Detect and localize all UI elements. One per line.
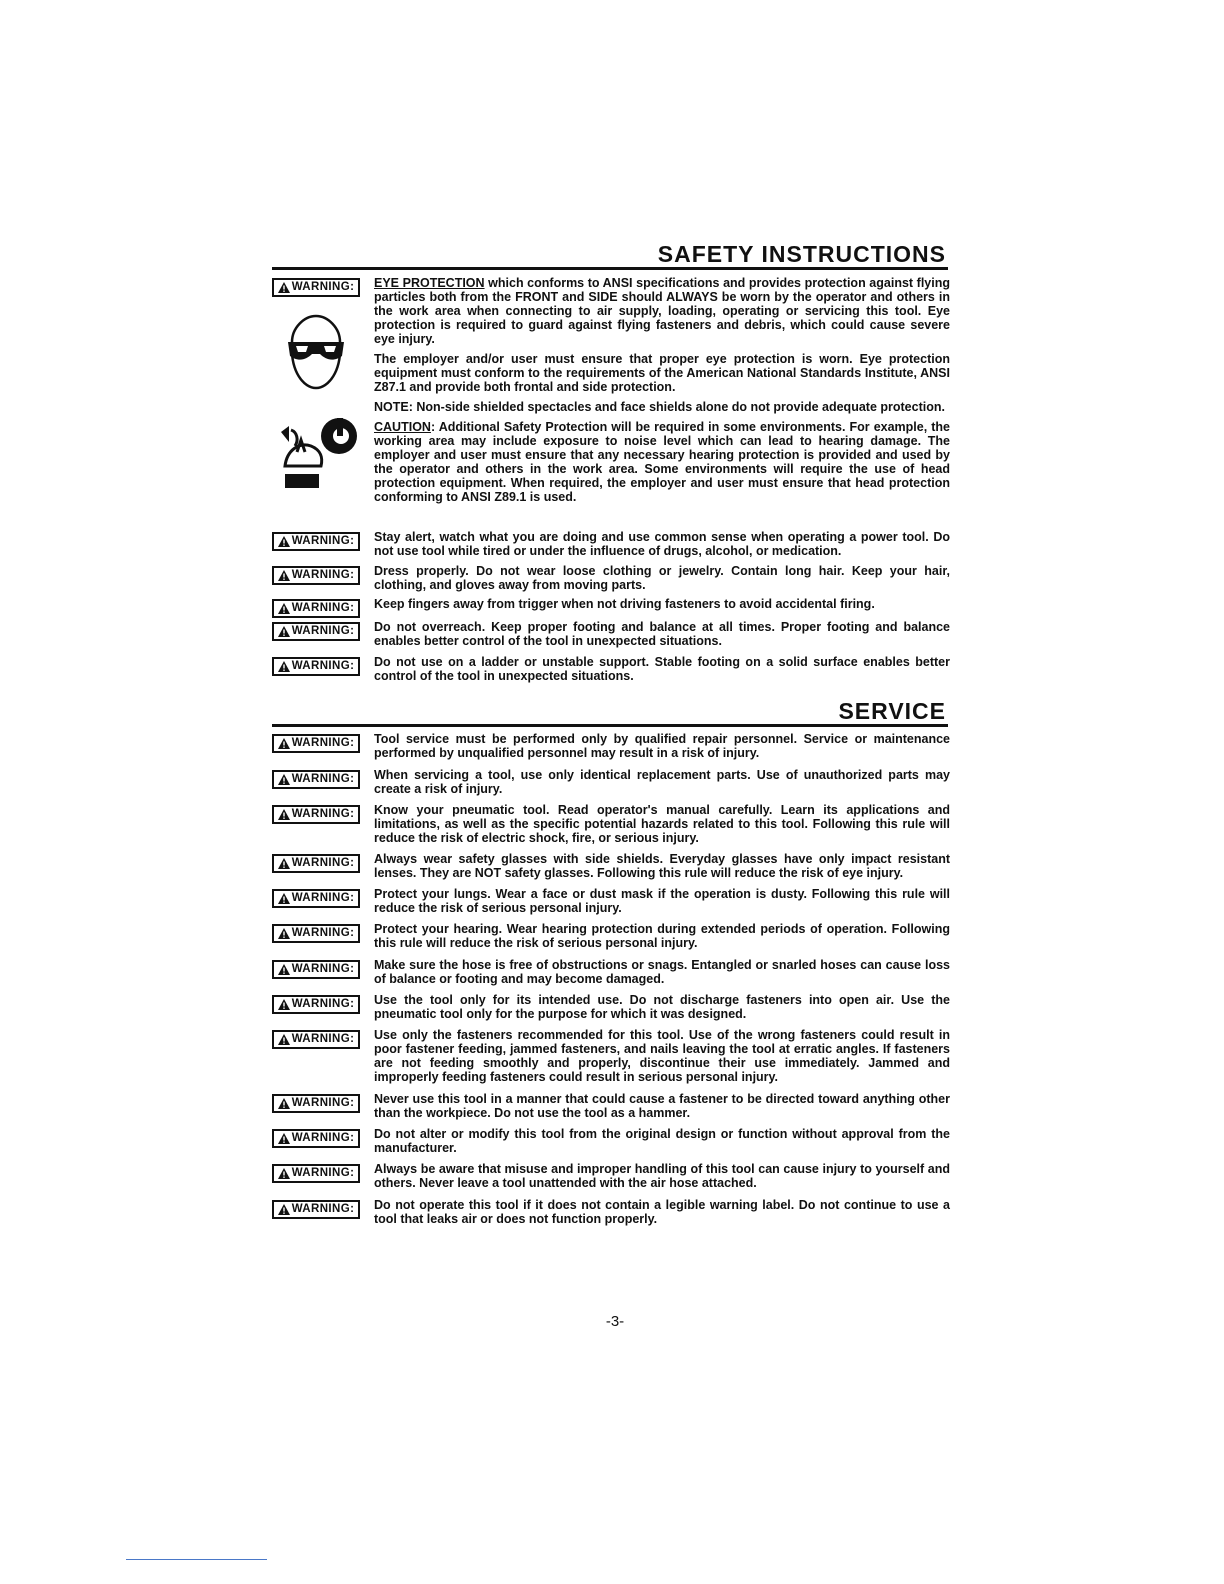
safety-glasses-icon — [284, 312, 348, 397]
warning-badge-label: WARNING: — [291, 927, 355, 939]
service-warning-2 — [272, 768, 950, 802]
service-warning-9 — [272, 1028, 950, 1090]
caution-label: CAUTION — [374, 420, 431, 434]
warning-badge-label: WARNING: — [291, 998, 355, 1010]
warning-badge-label: WARNING: — [291, 1132, 355, 1144]
warning-badge-label: WARNING: — [291, 535, 355, 547]
service-warning-12 — [272, 1162, 950, 1196]
service-warning-text: Make sure the hose is free of obstructions or snags. Entangled or snarled hoses can cause loss of balance or footing and may become damaged. — [374, 958, 950, 986]
service-warning-1 — [272, 732, 950, 766]
safety-warning-2 — [272, 564, 950, 598]
warning-badge-label: WARNING: — [291, 808, 355, 820]
service-warning-7 — [272, 958, 950, 992]
safety-warning-5 — [272, 655, 950, 689]
employer-paragraph: The employer and/or user must ensure that proper eye protection is worn. Eye protection equipment must conform to the requirements of the American National Standards Institute, ANSI Z87.1 and provide both frontal and side protection. — [374, 352, 950, 394]
warning-badge-label: WARNING: — [291, 660, 355, 672]
safety-warning-3 — [272, 597, 950, 617]
caution-paragraph — [374, 420, 950, 504]
warning-badge — [272, 278, 360, 297]
eye-protection-heading: EYE PROTECTION — [374, 276, 485, 290]
warning-badge-label: WARNING: — [291, 1203, 355, 1215]
service-warning-text: Never use this tool in a manner that could cause a fastener to be directed toward anything other than the workpiece. Do not use the tool as a hammer. — [374, 1092, 950, 1120]
warning-badge-label: WARNING: — [291, 569, 355, 581]
warning-badge — [272, 889, 360, 908]
warning-triangle-icon — [278, 282, 290, 293]
note-paragraph: NOTE: Non-side shielded spectacles and face shields alone do not provide adequate protection. — [374, 400, 945, 414]
service-warning-text: Protect your lungs. Wear a face or dust mask if the operation is dusty. Following this rule will reduce the risk of serious personal injury. — [374, 887, 950, 915]
eye-protection-entry — [272, 276, 950, 510]
service-warning-text: Use the tool only for its intended use. Do not discharge fasteners into open air. Use the pneumatic tool only for the purpose for which it was designed. — [374, 993, 950, 1021]
service-warning-text: When servicing a tool, use only identical replacement parts. Use of unauthorized parts may create a risk of injury. — [374, 768, 950, 796]
warning-badge — [272, 566, 360, 585]
warning-triangle-icon — [278, 536, 290, 547]
warning-badge — [272, 657, 360, 676]
warning-triangle-icon — [278, 858, 290, 869]
warning-triangle-icon — [278, 1133, 290, 1144]
warning-badge-label: WARNING: — [291, 602, 355, 614]
service-warning-10 — [272, 1092, 950, 1126]
service-rule — [272, 724, 948, 727]
warning-triangle-icon — [278, 570, 290, 581]
warning-badge — [272, 854, 360, 873]
warning-badge — [272, 1164, 360, 1183]
service-warning-4 — [272, 852, 950, 886]
service-warning-text: Know your pneumatic tool. Read operator's manual carefully. Learn its applications and limitations, as well as the specific potential hazards related to this tool. Following this rule will reduce the risk of electric shock, fire, or serious injury. — [374, 803, 950, 845]
warning-triangle-icon — [278, 774, 290, 785]
warning-badge — [272, 1200, 360, 1219]
warning-badge — [272, 1094, 360, 1113]
warning-badge — [272, 1030, 360, 1049]
service-title: SERVICE — [838, 698, 946, 724]
service-warning-6 — [272, 922, 950, 956]
warning-badge — [272, 770, 360, 789]
safety-rule — [272, 267, 948, 270]
service-warning-text: Tool service must be performed only by qualified repair personnel. Service or maintenance performed by unqualified personnel may result in a risk of injury. — [374, 732, 950, 760]
footer-divider — [126, 1559, 267, 1560]
warning-badge-label: WARNING: — [291, 857, 355, 869]
warning-badge-label: WARNING: — [291, 1167, 355, 1179]
warning-triangle-icon — [278, 964, 290, 975]
warning-triangle-icon — [278, 928, 290, 939]
safety-warning-4 — [272, 620, 950, 654]
service-warning-13 — [272, 1198, 950, 1232]
service-warning-3 — [272, 803, 950, 851]
warning-triangle-icon — [278, 738, 290, 749]
warning-triangle-icon — [278, 893, 290, 904]
warning-badge — [272, 599, 360, 618]
service-warning-text: Do not alter or modify this tool from the original design or function without approval from the manufacturer. — [374, 1127, 950, 1155]
warning-badge-label: WARNING: — [291, 737, 355, 749]
service-warning-text: Protect your hearing. Wear hearing protection during extended periods of operation. Following this rule will reduce the risk of serious personal injury. — [374, 922, 950, 950]
warning-triangle-icon — [278, 1204, 290, 1215]
warning-badge-label: WARNING: — [291, 963, 355, 975]
safety-warning-text: Stay alert, watch what you are doing and use common sense when operating a power tool. Do not use tool while tired or under the influence of drugs, alcohol, or medication. — [374, 530, 950, 558]
service-warning-8 — [272, 993, 950, 1027]
warning-triangle-icon — [278, 1034, 290, 1045]
service-warning-11 — [272, 1127, 950, 1161]
warning-badge-label: WARNING: — [291, 1033, 355, 1045]
warning-badge-label: WARNING: — [291, 281, 355, 293]
warning-badge — [272, 734, 360, 753]
warning-triangle-icon — [278, 1168, 290, 1179]
warning-badge — [272, 1129, 360, 1148]
service-warning-text: Always be aware that misuse and improper handling of this tool can cause injury to yourself and others. Never leave a tool unattended with the air hose attached. — [374, 1162, 950, 1190]
warning-badge — [272, 924, 360, 943]
page-number: -3- — [605, 1313, 625, 1330]
warning-badge — [272, 622, 360, 641]
safety-warning-text: Keep fingers away from trigger when not driving fasteners to avoid accidental firing. — [374, 597, 875, 611]
safety-warning-text: Do not overreach. Keep proper footing and balance at all times. Proper footing and balance enables better control of the tool in unexpected situations. — [374, 620, 950, 648]
eye-protection-text: which conforms to ANSI specifications and provides protection against flying particles both from the FRONT and SIDE should ALWAYS be worn by the operator and others in the work area when connecting to air supply, loading, operating or servicing this tool. Eye protection is required to guard against flying fasteners and debris, which could cause severe eye injury. — [374, 276, 950, 346]
safety-title: SAFETY INSTRUCTIONS — [657, 241, 946, 267]
caution-text: : Additional Safety Protection will be required in some environments. For example, the working area may include exposure to noise level which can lead to hearing damage. The employer and user must ensure that any necessary hearing protection is provided and used by the operator and others in the work area. Some environments will require the use of head protection equipment. When required, the employer and user must ensure that head protection conforming to ANSI Z89.1 is used. — [374, 420, 950, 504]
warning-badge-label: WARNING: — [291, 625, 355, 637]
warning-triangle-icon — [278, 809, 290, 820]
eye-protection-paragraph — [374, 276, 950, 346]
warning-triangle-icon — [278, 603, 290, 614]
warning-badge — [272, 960, 360, 979]
warning-badge-label: WARNING: — [291, 892, 355, 904]
service-warning-text: Always wear safety glasses with side shields. Everyday glasses have only impact resistant lenses. They are NOT safety glasses. Following this rule will reduce the risk of eye injury. — [374, 852, 950, 880]
hearing-head-protection-icon — [277, 412, 359, 497]
warning-badge — [272, 995, 360, 1014]
safety-warning-text: Dress properly. Do not wear loose clothing or jewelry. Contain long hair. Keep your hair, clothing, and gloves away from moving parts. — [374, 564, 950, 592]
warning-triangle-icon — [278, 661, 290, 672]
warning-triangle-icon — [278, 626, 290, 637]
warning-badge-label: WARNING: — [291, 773, 355, 785]
warning-badge-label: WARNING: — [291, 1097, 355, 1109]
warning-triangle-icon — [278, 999, 290, 1010]
service-warning-5 — [272, 887, 950, 921]
warning-badge — [272, 532, 360, 551]
service-warning-text: Do not operate this tool if it does not contain a legible warning label. Do not continue to use a tool that leaks air or does not function properly. — [374, 1198, 950, 1226]
service-warning-text: Use only the fasteners recommended for this tool. Use of the wrong fasteners could result in poor fastener feeding, jammed fasteners, and nails leaving the tool at erratic angles. If fasteners are not feeding smoothly and properly, discontinue their use immediately. Jammed and improperly feeding fasteners could result in serious personal injury. — [374, 1028, 950, 1084]
safety-warning-1 — [272, 530, 950, 564]
warning-triangle-icon — [278, 1098, 290, 1109]
warning-badge — [272, 805, 360, 824]
safety-warning-text: Do not use on a ladder or unstable support. Stable footing on a solid surface enables better control of the tool in unexpected situations. — [374, 655, 950, 683]
